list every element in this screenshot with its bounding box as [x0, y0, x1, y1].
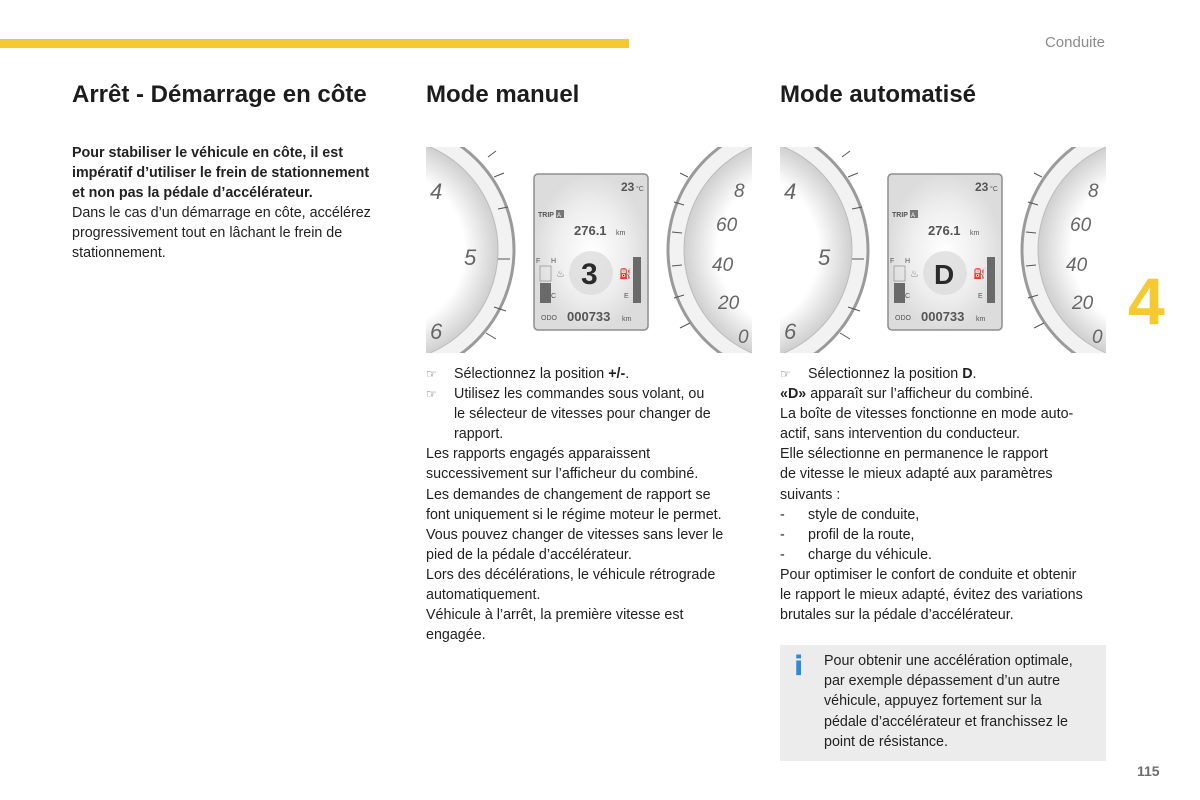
odo-unit: km — [622, 316, 632, 323]
tach-label: 6 — [784, 319, 797, 344]
text-run-bold: «D» — [780, 386, 807, 403]
fuel-pump-icon: ⛽ — [973, 269, 986, 280]
odo-value: 000733 — [921, 309, 965, 324]
column-hill-start — [72, 80, 402, 264]
odo-label: ODO — [541, 315, 557, 322]
hill-start-title: Arrêt - Démarrage en côte — [72, 81, 367, 108]
speed-label: 0 — [1092, 327, 1103, 348]
temperature-unit: °C — [636, 186, 644, 193]
trip-label: TRIP — [892, 212, 908, 219]
text-line: engagée. — [426, 627, 486, 644]
text-line: Pour optimiser le confort de conduite et obtenir — [780, 566, 1077, 583]
dash-mark: - — [780, 506, 785, 523]
text-line: suivants : — [780, 486, 841, 503]
info-box — [780, 645, 1106, 760]
text-line: le sélecteur de vitesses pour changer de — [454, 406, 711, 423]
temperature-unit: °C — [990, 186, 998, 193]
instrument-cluster-automated — [780, 147, 1106, 353]
trip-label: TRIP — [538, 212, 554, 219]
text-run: apparaît sur l’afficheur du combiné. — [806, 386, 1034, 403]
gear-indicator: D — [934, 259, 955, 290]
speed-label: 0 — [738, 327, 749, 348]
odo-value: 000733 — [567, 309, 611, 324]
text-line: véhicule, appuyez fortement sur la — [824, 693, 1042, 710]
text-line: pédale d’accélérateur et franchissez le — [824, 713, 1068, 730]
text-line: Dans le cas d’un démarrage en côte, accélérez — [72, 205, 371, 222]
dash-mark: - — [780, 526, 785, 543]
text-line: Les demandes de changement de rapport se — [426, 486, 711, 503]
tach-label: 5 — [464, 245, 477, 270]
info-icon: i — [794, 651, 804, 683]
fuel-pump-icon: ⛽ — [619, 269, 632, 280]
speed-label: 8 — [1088, 181, 1099, 202]
fuel-full-label: F — [890, 258, 895, 265]
text-line: font uniquement si le régime moteur le permet. — [426, 506, 722, 523]
trip-value: 276.1 — [574, 223, 607, 238]
text-line: Vous pouvez changer de vitesses sans lever le — [426, 526, 724, 543]
temperature-value: 23 — [621, 180, 635, 194]
temp-cold-label: C — [551, 293, 557, 300]
text-line: Lors des décélérations, le véhicule rétrograde — [426, 566, 716, 583]
bullet-item — [426, 384, 756, 444]
tach-label: 6 — [430, 319, 443, 344]
trip-unit: km — [616, 230, 626, 237]
bullet-item — [780, 364, 1110, 384]
manual-mode-text — [426, 444, 756, 645]
text-line: le rapport le mieux adapté, évitez des variations — [780, 587, 1083, 604]
dash-item — [780, 545, 1110, 565]
text-run-bold: D — [962, 366, 973, 382]
temperature-value: 23 — [975, 180, 989, 194]
instrument-cluster-manual — [426, 147, 752, 353]
chapter-number: 4 — [1128, 264, 1165, 338]
coolant-icon: ♨ — [556, 269, 565, 280]
hill-start-text — [72, 203, 402, 263]
dash-mark: - — [780, 546, 785, 563]
hill-start-warning — [72, 143, 402, 203]
pointing-hand-icon: ☞ — [426, 387, 437, 402]
speed-label: 20 — [718, 293, 740, 314]
text-line: stationnement. — [72, 245, 166, 262]
center-display — [888, 174, 1002, 330]
bullet-item — [426, 364, 756, 384]
fuel-empty-label: E — [624, 293, 629, 300]
gear-indicator: 3 — [581, 258, 598, 291]
automated-mode-text — [780, 384, 1110, 505]
text-line: Pour stabiliser le véhicule en côte, il est — [72, 145, 343, 161]
odo-unit: km — [976, 316, 986, 323]
pointing-hand-icon: ☞ — [426, 367, 437, 381]
text-line: et non pas la pédale d’accélérateur. — [72, 185, 313, 202]
speed-label: 40 — [1066, 255, 1088, 276]
coolant-icon: ♨ — [910, 269, 919, 280]
text-line: automatiquement. — [426, 587, 541, 604]
dash-item — [780, 525, 1110, 545]
fuel-full-label: F — [536, 258, 541, 265]
speed-label: 40 — [712, 255, 734, 276]
text-line: rapport. — [454, 426, 504, 443]
text-line: La boîte de vitesses fonctionne en mode auto- — [780, 406, 1074, 423]
dash-text: style de conduite, — [808, 506, 920, 523]
text-line: par exemple dépassement d’un autre — [824, 673, 1061, 690]
trip-value: 276.1 — [928, 223, 961, 238]
text-line: impératif d’utiliser le frein de stationnement — [72, 165, 370, 182]
info-text — [824, 651, 1092, 751]
text-run: Sélectionnez la position — [454, 366, 609, 382]
center-display — [534, 174, 648, 330]
speed-label: 8 — [734, 181, 745, 202]
speed-label: 20 — [1072, 293, 1094, 314]
temp-hot-label: H — [905, 258, 911, 265]
section-title: Conduite — [1044, 34, 1105, 51]
text-line: successivement sur l’afficheur du combiné. — [426, 466, 699, 483]
odo-label: ODO — [895, 315, 911, 322]
temp-cold-label: C — [905, 293, 911, 300]
dash-text: charge du véhicule. — [808, 546, 932, 563]
text-line: Pour obtenir une accélération optimale, — [824, 653, 1073, 670]
text-line: progressivement tout en lâchant le frein de — [72, 225, 343, 242]
text-run: . — [972, 366, 977, 382]
text-line: de vitesse le mieux adapté aux paramètres — [780, 466, 1053, 483]
automated-mode-text-2 — [780, 565, 1110, 625]
trip-unit: km — [970, 230, 980, 237]
text-line: point de résistance. — [824, 733, 948, 750]
speed-label: 60 — [1070, 215, 1092, 236]
temp-hot-label: H — [551, 258, 557, 265]
text-run: . — [625, 366, 630, 382]
trip-suffix: A — [557, 213, 562, 219]
text-line: Utilisez les commandes sous volant, ou — [454, 386, 705, 403]
automated-mode-title: Mode automatisé — [780, 81, 977, 108]
manual-mode-title: Mode manuel — [426, 81, 580, 108]
page-number: 115 — [1137, 763, 1160, 779]
column-manual-mode — [426, 80, 756, 645]
trip-suffix: A — [911, 213, 916, 219]
text-line: Véhicule à l’arrêt, la première vitesse est — [426, 607, 684, 624]
pointing-hand-icon: ☞ — [780, 367, 791, 381]
text-run: Sélectionnez la position — [808, 366, 963, 382]
tach-label: 5 — [818, 245, 831, 270]
text-line: pied de la pédale d’accélérateur. — [426, 546, 632, 563]
header-accent-bar — [0, 39, 629, 48]
tach-label: 4 — [784, 179, 797, 204]
text-line: Elle sélectionne en permanence le rapport — [780, 446, 1048, 463]
dash-text: profil de la route, — [808, 526, 915, 543]
tach-label: 4 — [430, 179, 443, 204]
fuel-empty-label: E — [978, 293, 983, 300]
text-line: brutales sur la pédale d’accélérateur. — [780, 607, 1014, 624]
dash-item — [780, 505, 1110, 525]
text-line: Les rapports engagés apparaissent — [426, 446, 651, 463]
text-run-bold: +/- — [608, 366, 626, 382]
text-line: actif, sans intervention du conducteur. — [780, 426, 1021, 443]
column-automated-mode — [780, 80, 1110, 761]
speed-label: 60 — [716, 215, 738, 236]
